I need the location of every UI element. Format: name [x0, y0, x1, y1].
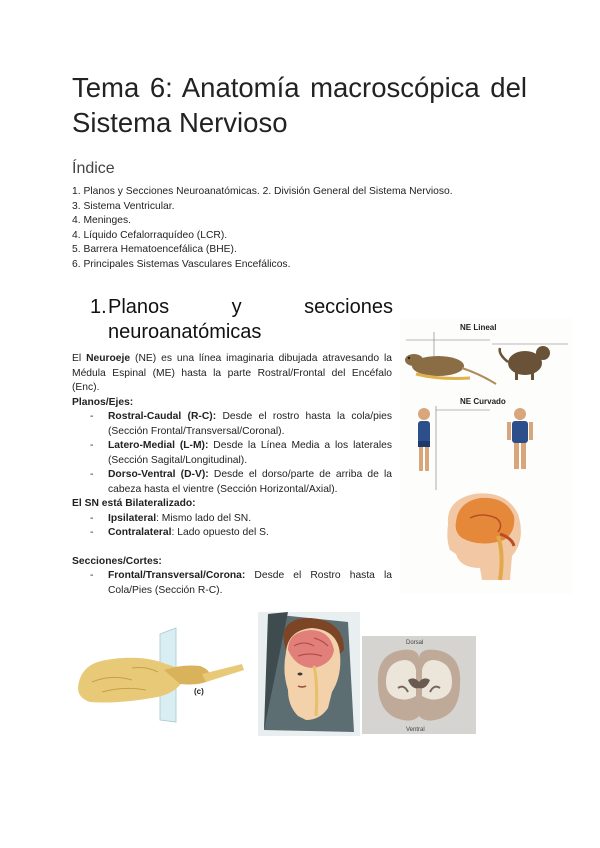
section-title-line1: Planos y secciones [108, 296, 393, 318]
planes-list [72, 410, 392, 497]
coronal-section-illustration [362, 636, 476, 734]
plane-text: Desde el dorso/parte de arriba de la cabeza hasta el vientre (Sección Horizontal/Axial). [108, 469, 393, 495]
bilateral-item: - Contralateral: Lado opuesto del S. [90, 527, 269, 538]
index-list [72, 185, 453, 273]
bilateral-heading: El SN está Bilateralizado: [72, 498, 196, 509]
woman-head-figure [258, 612, 360, 736]
ne-linear-label: NE Lineal [460, 323, 497, 332]
index-item: 5. Barrera Hematoencefálica (BHE). [72, 244, 237, 256]
index-item: 6. Principales Sistemas Vasculares Encefálicos. [72, 258, 291, 270]
index-heading: Índice [72, 160, 115, 177]
bilateral-label: Ipsilateral [108, 512, 157, 524]
plane-label: Latero-Medial (L-M): [108, 440, 209, 451]
plane-item: - Latero-Medial (L-M): Desde la Línea Media a los laterales (Sección Sagital/Longitudinal). [90, 440, 392, 466]
woman-head-illustration [258, 612, 360, 736]
sections-heading: Secciones/Cortes: [72, 555, 162, 567]
intro-term: Neuroeje [86, 353, 131, 364]
coronal-section-figure [362, 636, 476, 734]
brain-plane-figure [72, 624, 247, 724]
index-item: 4. Meninges. [72, 215, 131, 227]
brain-plane-label: (c) [194, 687, 204, 696]
plane-text: Desde el rostro hasta la cola/pies (Sección Frontal/Transversal/Coronal). [108, 411, 393, 437]
brain-plane-illustration [72, 624, 247, 724]
bilateral-item: - Ipsilateral: Mismo lado del SN. [90, 512, 252, 524]
plane-item: - Dorso-Ventral (D-V): Desde el dorso/parte de arriba de la cabeza hasta el vientre (Sección Horizontal/Axial). [90, 469, 393, 495]
bilateral-text: : Mismo lado del SN. [156, 512, 252, 524]
intro-paragraph [72, 352, 392, 396]
bilateral-text: : Lado opuesto del S. [171, 527, 269, 538]
coronal-ventral-label: Ventral [406, 727, 425, 733]
intro-text: (NE) es una línea imaginaria dibujada atravesando la Médula Espinal (ME) hasta la parte Rostral/Frontal del Encéfalo (Enc). [72, 353, 392, 393]
section-number: 1. [90, 296, 107, 318]
ne-curved-label: NE Curvado [460, 397, 506, 406]
neuroaxis-illustration [400, 318, 572, 594]
bilateral-label: Contralateral [108, 527, 172, 538]
planes-heading: Planos/Ejes: [72, 396, 134, 408]
intro-prefix: El [72, 353, 87, 364]
section-body [72, 352, 392, 598]
bilateral-list [72, 512, 392, 541]
section-cut-text: Desde el Rostro hasta la Cola/Pies (Sección R-C). [108, 570, 392, 596]
sections-list [72, 569, 392, 598]
section-cut-label: Frontal/Transversal/Corona: [108, 570, 246, 581]
section-title-line2: neuroanatómicas [108, 321, 262, 343]
document-title: Tema 6: Anatomía macroscópica del Sistema Nervioso [72, 72, 527, 138]
section-cut-item: - Frontal/Transversal/Corona: Desde el Rostro hasta la Cola/Pies (Sección R-C). [90, 570, 392, 596]
plane-label: Dorso-Ventral (D-V): [108, 469, 209, 480]
index-item: 3. Sistema Ventricular. [72, 200, 175, 212]
plane-item: - Rostral-Caudal (R-C): Desde el rostro hasta la cola/pies (Sección Frontal/Transversal/Coronal). [90, 411, 393, 437]
index-item: 1. Planos y Secciones Neuroanatómicas. 2. División General del Sistema Nervioso. [72, 186, 453, 197]
neuroaxis-figure [400, 318, 572, 594]
index-item: 4. Líquido Cefalorraquídeo (LCR). [72, 229, 228, 241]
plane-text: Desde la Línea Media a los laterales (Sección Sagital/Longitudinal). [108, 440, 392, 466]
coronal-dorsal-label: Dorsal [406, 640, 424, 646]
plane-label: Rostral-Caudal (R-C): [108, 411, 217, 422]
